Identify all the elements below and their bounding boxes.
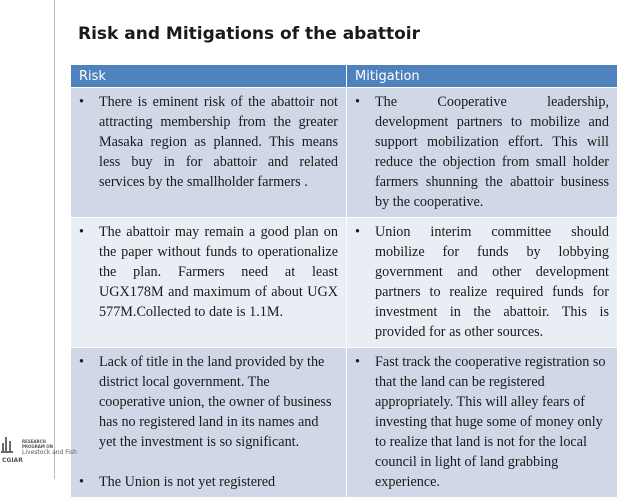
header-mitigation: Mitigation bbox=[346, 65, 617, 87]
table-header-row bbox=[71, 65, 617, 87]
logo-line2: PROGRAM ON bbox=[22, 444, 53, 449]
program-logo bbox=[0, 433, 77, 473]
left-margin-rule bbox=[54, 0, 55, 479]
risk-text: There is eminent risk of the abattoir not attracting membership from the greater Masaka region as planned. This means less buy in for abattoir and related services by the smallholder farmers . bbox=[99, 94, 338, 190]
mitigation-cell bbox=[346, 347, 617, 497]
logo-line3: Livestock and Fish bbox=[22, 449, 77, 456]
risk-mitigation-table bbox=[71, 65, 617, 490]
mitigation-text: The Cooperative leadership, development partners to mobilize and support mobilization effort. This will reduce the objection from small holder farmers shunning the abattoir business by the cooperative. bbox=[375, 94, 609, 210]
header-risk: Risk bbox=[71, 65, 346, 87]
bullet-icon: • bbox=[355, 94, 360, 110]
bullet-icon: • bbox=[355, 354, 360, 370]
bullet-icon: • bbox=[355, 224, 360, 240]
mitigation-text: Union interim committee should mobilize for funds by lobbying government and other development partners to realize required funds for investment in the abattoir. This is provided for as other sources. bbox=[375, 224, 609, 340]
risk-cell bbox=[71, 347, 346, 497]
table-row bbox=[71, 217, 617, 347]
risk-cell bbox=[71, 217, 346, 347]
mitigation-cell bbox=[346, 87, 617, 217]
logo-line1: RESEARCH bbox=[22, 439, 46, 444]
bullet-icon: • bbox=[79, 354, 84, 370]
bullet-icon: • bbox=[79, 474, 84, 490]
risk-text-extra: The Union is not yet registered bbox=[99, 474, 276, 490]
page-title: Risk and Mitigations of the abattoir bbox=[78, 24, 420, 44]
table-row bbox=[71, 87, 617, 217]
logo-brand: CGIAR bbox=[2, 457, 23, 464]
table-row bbox=[71, 347, 617, 497]
mitigation-text: Fast track the cooperative registration so that the land can be registered appropriately. This will alley fears of investing that huge some of money only to realize that land is not for the local council in light of land grabbing experience. bbox=[375, 354, 606, 490]
mitigation-cell bbox=[346, 217, 617, 347]
bullet-icon: • bbox=[79, 224, 84, 240]
bullet-icon: • bbox=[79, 94, 84, 110]
risk-text: The abattoir may remain a good plan on the paper without funds to operationalize the plan. Farmers need at least UGX178M and maximum of about UGX 577M.Collected to date is 1.1M. bbox=[99, 224, 338, 320]
risk-cell bbox=[71, 87, 346, 217]
risk-text: Lack of title in the land provided by the district local government. The cooperative union, the owner of business has no registered land in its names and yet the investment is so significant. bbox=[99, 354, 332, 450]
